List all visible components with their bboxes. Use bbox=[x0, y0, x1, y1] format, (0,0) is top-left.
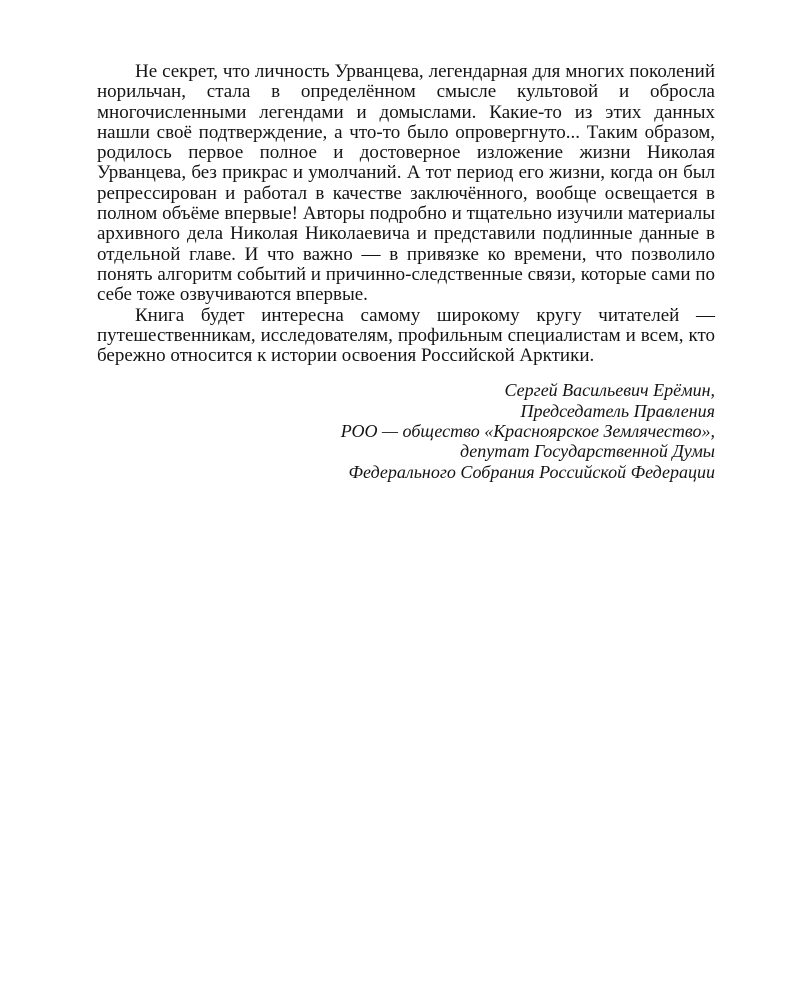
signature-title: депутат Государственной Думы bbox=[459, 441, 715, 462]
signature-name: Сергей Васильевич Ерёмин, bbox=[504, 380, 715, 401]
signature-organization: РОО — общество «Красноярское Землячество», bbox=[340, 421, 715, 442]
body-paragraph: Не секрет, что личность Урванцева, легендарная для многих поколений норильчан, стала в определённом смысле культовой и обросла многочисленными легендами и домыслами. Какие-то из этих данных нашли своё подтверждение, а что-то было опровергнуто... Таким образом, родилось первое полное и достоверное изложение жизни Николая Урванцева, без прикрас и умолчаний. А тот период его жизни, когда он был репрессирован и работал в качестве заключённого, вообще освещается в полном объёме впервые! Авторы подробно и тщательно изучили материалы архивного дела Николая Николаевича и представили подлинные данные в отдельной главе. И что важно — в привязке ко времени, что позволило понять алгоритм событий и причинно-следственные связи, которые сами по себе тоже озвучиваются впервые. bbox=[97, 61, 715, 306]
signature-position: Председатель Правления bbox=[520, 400, 715, 421]
body-paragraph: Книга будет интересна самому широкому кругу читателей — путешественникам, исследователям, профильным специалистам и всем, кто бережно относится к истории освоения Российской Арктики. bbox=[97, 304, 715, 367]
document-page bbox=[97, 62, 715, 482]
signature-body: Федерального Собрания Российской Федерации bbox=[348, 461, 715, 482]
signature-block bbox=[97, 380, 715, 481]
